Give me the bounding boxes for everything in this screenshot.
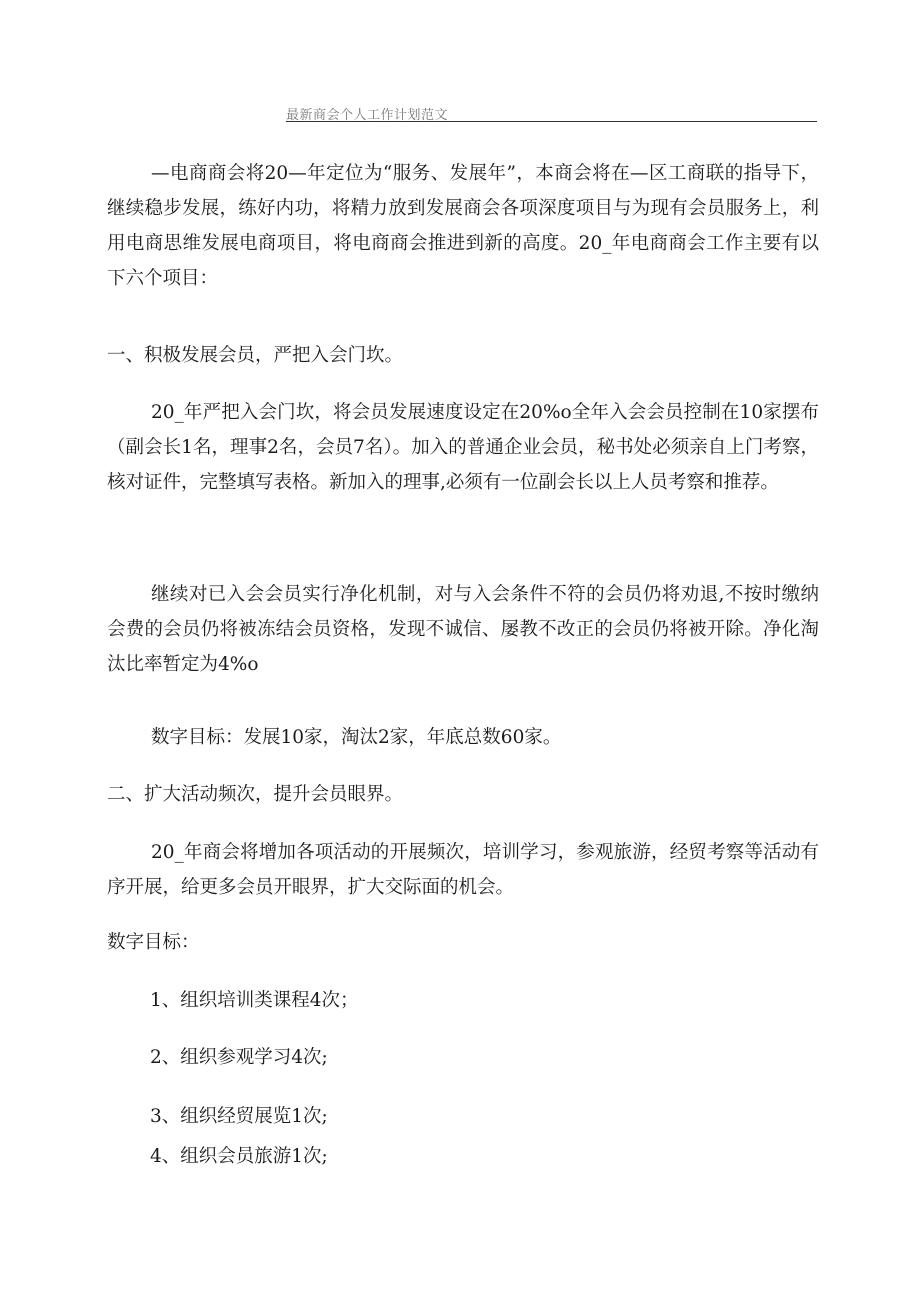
section1-target: 数字目标：发展10家，淘汰2家，年底总数60家。 — [151, 727, 562, 748]
list-item: 2、组织参观学习4次; — [150, 1047, 328, 1068]
section2-target-label: 数字目标： — [107, 932, 200, 953]
section1-heading: 一、积极发展会员，严把入会门坎。 — [107, 345, 404, 366]
section2-heading: 二、扩大活动频次，提升会员眼界。 — [107, 784, 404, 805]
list-item: 4、组织会员旅游1次; — [150, 1146, 328, 1167]
header-rule — [286, 121, 817, 122]
document-header-title: 最新商会个人工作计划范文 — [286, 108, 449, 123]
intro-paragraph: —电商商会将20—年定位为“服务、发展年”，本商会将在—区工商联的指导下，继续稳步发展，练好内功，将精力放到发展商会各项深度项目与为现有会员服务上，利用电商思维发展电商项目，将电商商会推进到新的高度。20_年电商商会工作主要有以下六个项目： — [107, 163, 819, 289]
list-item: 1、组织培训类课程4次； — [150, 990, 359, 1011]
list-item: 3、组织经贸展览1次; — [150, 1106, 328, 1127]
section1-paragraph-2: 继续对已入会会员实行净化机制，对与入会条件不符的会员仍将劝退,不按时缴纳会费的会员仍将被冻结会员资格，发现不诚信、屡教不改正的会员仍将被开除。净化淘汰比率暂定为4%o — [107, 584, 819, 675]
section1-paragraph-1: 20_年严把入会门坎，将会员发展速度设定在20%o全年入会会员控制在10家摆布（副会长1名，理事2名，会员7名）。加入的普通企业会员，秘书处必须亲自上门考察，核对证件，完整填写表格。新加入的理事,必须有一位副会长以上人员考察和推荐。 — [107, 402, 819, 493]
section2-paragraph-1: 20_年商会将增加各项活动的开展频次，培训学习，参观旅游，经贸考察等活动有序开展，给更多会员开眼界，扩大交际面的机会。 — [107, 842, 819, 898]
